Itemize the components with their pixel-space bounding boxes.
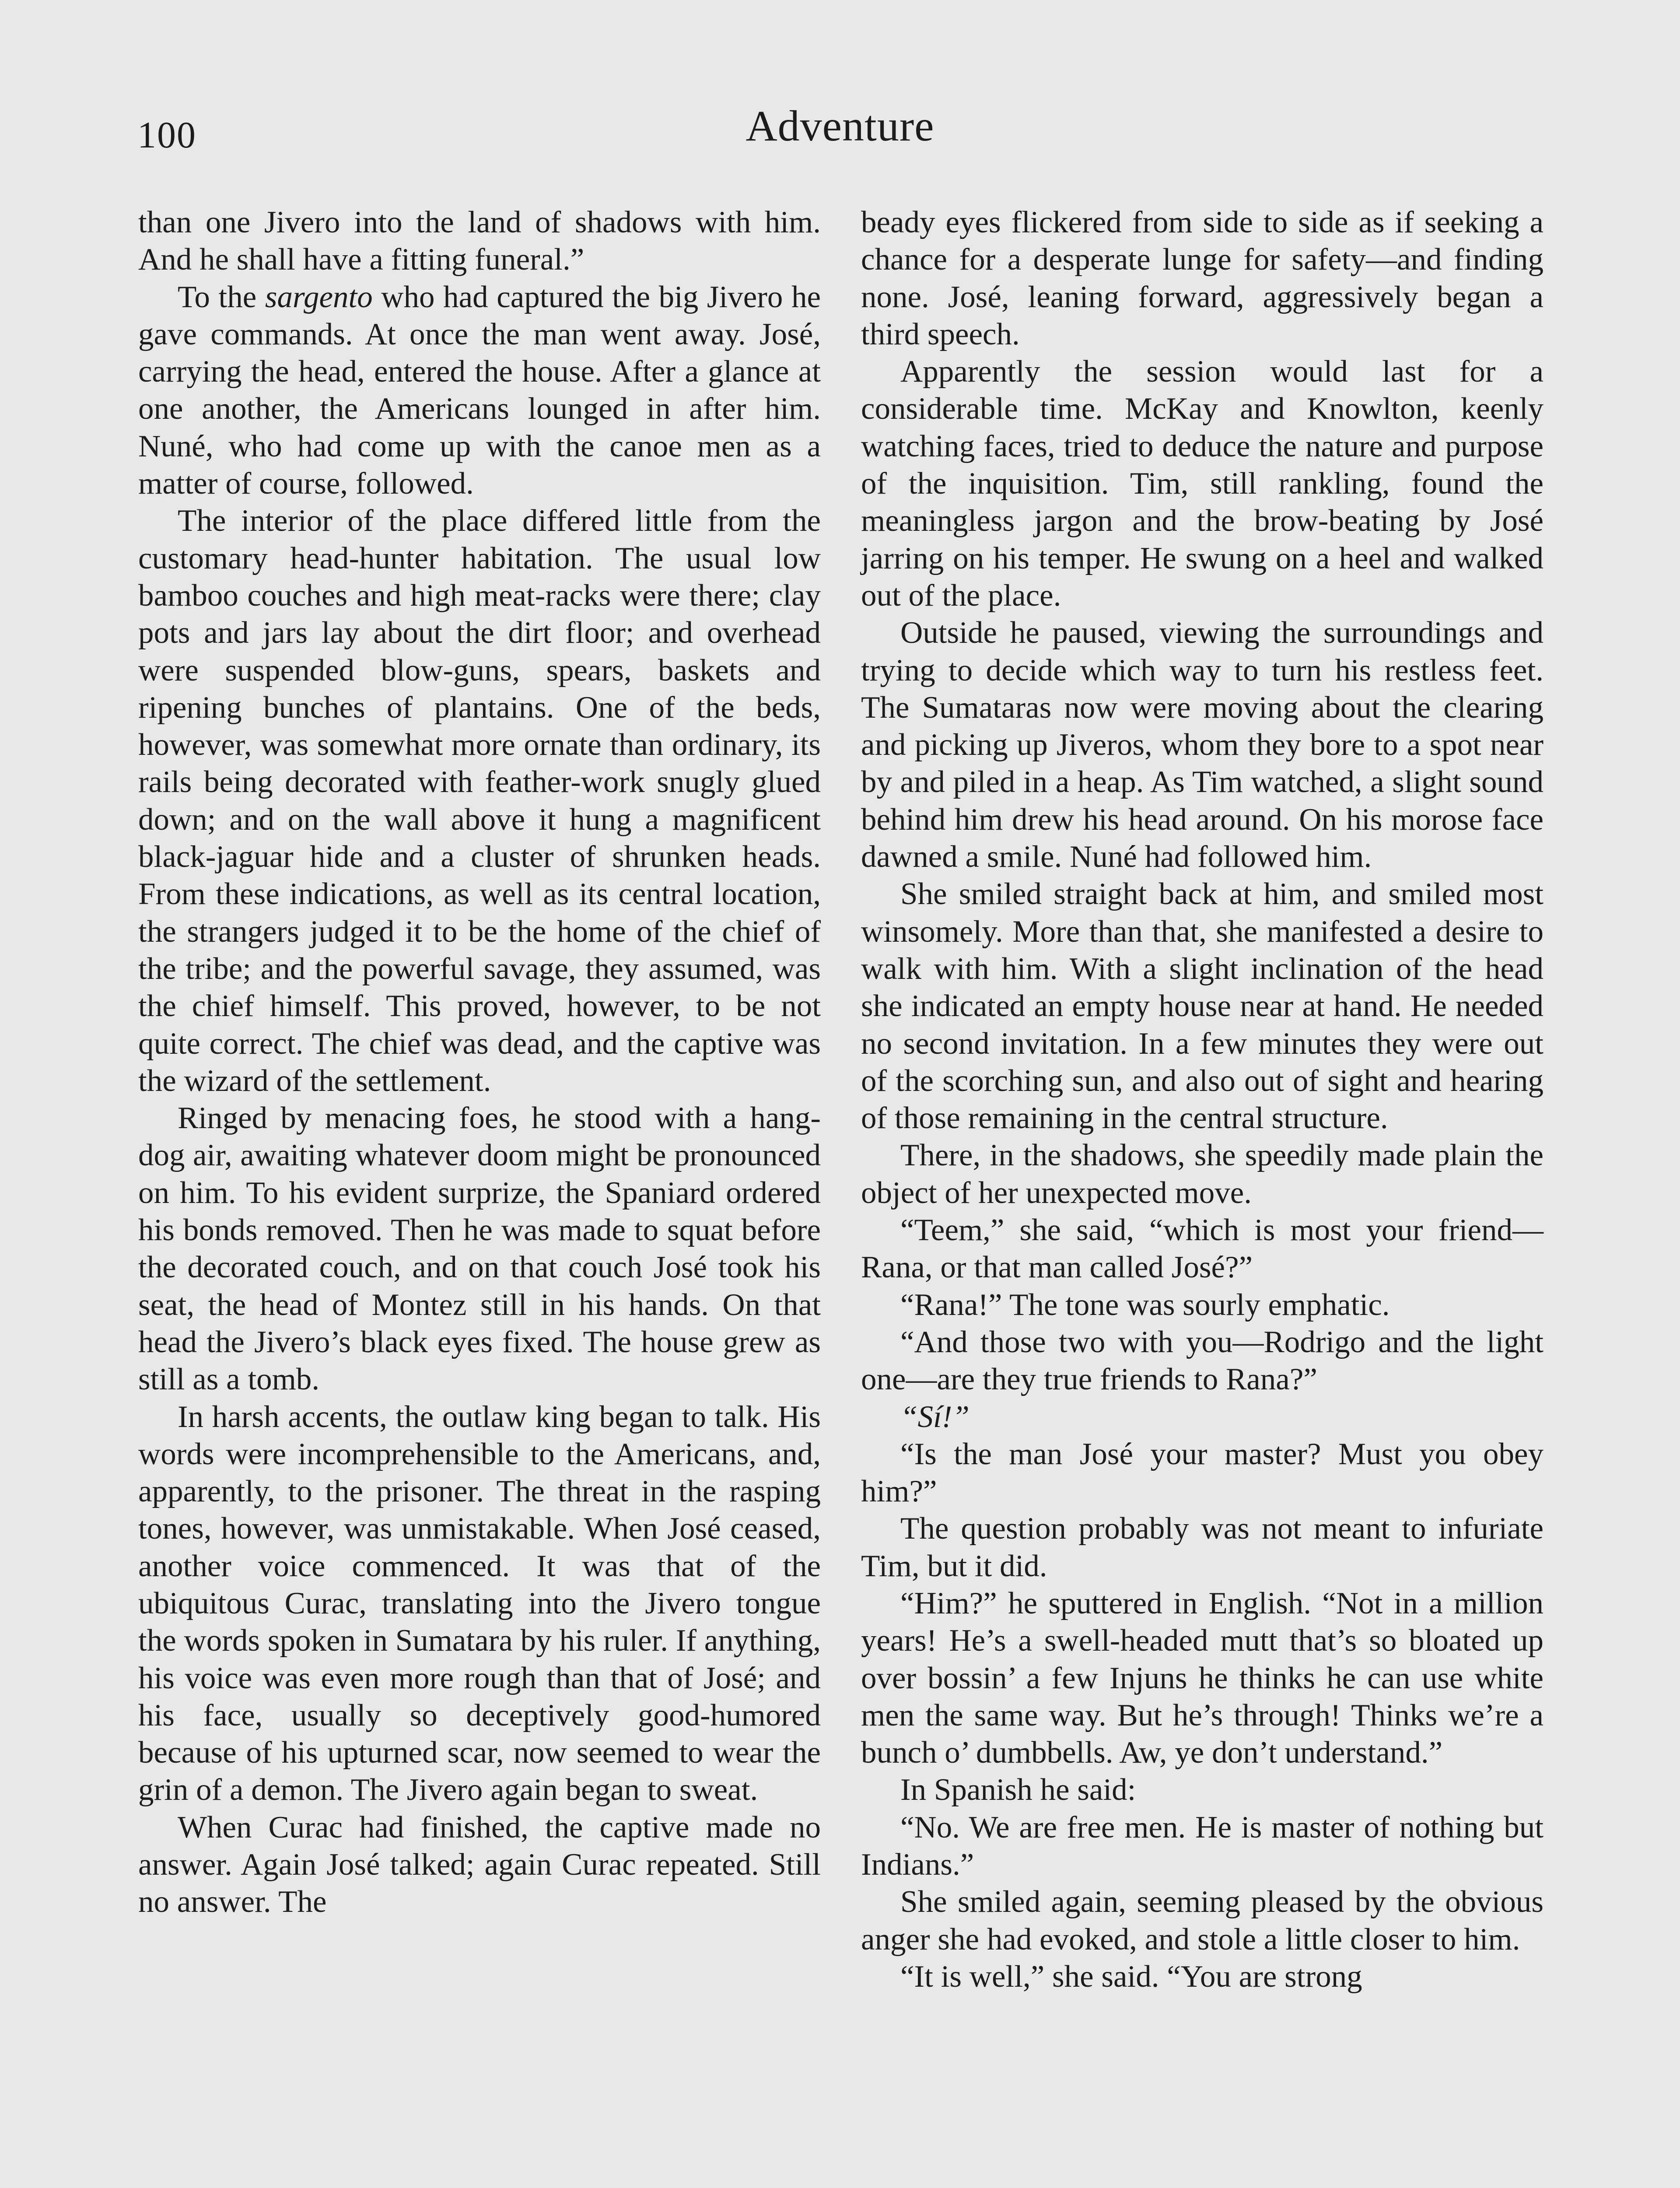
paragraph: The question probably was not meant to infuriate Tim, but it did. <box>861 1511 1544 1583</box>
paragraph: The interior of the place differed little from the customary head-hunter habitation. The usual low bamboo couches and high meat-racks were there; clay pots and jars lay about the dirt floor; and overhead were suspended blow-guns, spears, baskets and ripening bunches of plantains. One of the beds, however, was somewhat more ornate than ordinary, its rails being decorated with feather-work snugly glued down; and on the wall above it hung a magnificent black-jaguar hide and a cluster of shrunken heads. From these indications, as well as its central location, the strangers judged it to be the home of the chief of the tribe; and the powerful savage, they assumed, was the chief himself. This proved, however, to be not quite correct. The chief was dead, and the captive was the wizard of the settlement. <box>138 504 821 1098</box>
italic-word: sargento <box>265 280 373 314</box>
dialogue-line: “It is well,” she said. “You are strong <box>900 1959 1362 1994</box>
paragraph: In Spanish he said: <box>900 1773 1136 1807</box>
paragraph: beady eyes flickered from side to side as if seeking a chance for a desperate lunge for safety—and finding none. José, leaning forward, aggressively began a third speech. <box>861 205 1544 351</box>
right-column <box>861 204 1544 1995</box>
paragraph: When Curac had finished, the captive made no answer. Again José talked; again Curac repeated. Still no answer. The <box>138 1810 821 1919</box>
paragraph: In harsh accents, the outlaw king began to talk. His words were incomprehensible to the Americans, and, apparently, to the prisoner. The threat in the rasping tones, however, was unmistakable. When José ceased, another voice commenced. It was that of the ubiquitous Curac, translating into the Jivero tongue the words spoken in Sumatara by his ruler. If anything, his voice was even more rough than that of José; and his face, usually so deceptively good-humored because of his upturned scar, now seemed to wear the grin of a demon. The Jivero again began to sweat. <box>138 1399 821 1807</box>
dialogue-line: “Him?” he sputtered in English. “Not in a million years! He’s a swell-headed mutt that’s so bloated up over bossin’ a few Injuns he thinks he can use white men the same way. But he’s through! Thinks we’re a bunch o’ dumbbells. Aw, ye don’t understand.” <box>861 1586 1544 1770</box>
dialogue-line: “Teem,” she said, “which is most your friend—Rana, or that man called José?” <box>861 1213 1544 1285</box>
running-head <box>131 101 1549 158</box>
paragraph: Ringed by menacing foes, he stood with a hang-dog air, awaiting whatever doom might be pronounced on him. To his evident surprize, the Spaniard ordered his bonds removed. Then he was made to squat before the decorated couch, and on that couch José took his seat, the head of Montez still in his hands. On that head the Jivero’s black eyes fixed. The house grew as still as a tomb. <box>138 1101 821 1397</box>
paragraph: She smiled again, seeming pleased by the obvious anger she had evoked, and stole a little closer to him. <box>861 1885 1544 1957</box>
paragraph: Apparently the session would last for a considerable time. McKay and Knowlton, keenly watching faces, tried to deduce the nature and purpose of the inquisition. Tim, still rankling, found the meaningless jargon and the brow-beating by José jarring on his temper. He swung on a heel and walked out of the place. <box>861 354 1544 613</box>
dialogue-line: “And those two with you—Rodrigo and the light one—are they true friends to Rana?” <box>861 1325 1544 1397</box>
paragraph-sargento: To the sargento who had captured the big Jivero he gave commands. At once the man went away. José, carrying the head, entered the house. After a glance at one another, the Americans lounged in after him. Nuné, who had come up with the canoe men as a matter of course, followed. <box>138 280 821 501</box>
page-number: 100 <box>137 114 196 156</box>
paragraph: Outside he paused, viewing the surroundings and trying to decide which way to turn his restless feet. The Sumataras now were moving about the clearing and picking up Jiveros, whom they bore to a spot near by and piled in a heap. As Tim watched, a slight sound behind him drew his head around. On his morose face dawned a smile. Nuné had followed him. <box>861 616 1544 874</box>
paragraph: She smiled straight back at him, and smiled most winsomely. More than that, she manifested a desire to walk with him. With a slight inclination of the head she indicated an empty house near at hand. He needed no second invitation. In a few minutes they were out of the scorching sun, and also out of sight and hearing of those remaining in the central structure. <box>861 877 1544 1136</box>
left-column <box>138 204 821 1921</box>
paragraph: than one Jivero into the land of shadows with him. And he shall have a fitting funeral.” <box>138 205 821 277</box>
dialogue-line: “Rana!” The tone was sourly emphatic. <box>900 1287 1390 1322</box>
journal-title: Adventure <box>746 102 934 150</box>
paragraph: There, in the shadows, she speedily made plain the object of her unexpected move. <box>861 1138 1544 1210</box>
dialogue-line: “No. We are free men. He is master of nothing but Indians.” <box>861 1810 1544 1882</box>
dialogue-line: “Is the man José your master? Must you obey him?” <box>861 1437 1544 1509</box>
dialogue-line: “Sí!” <box>900 1399 970 1434</box>
